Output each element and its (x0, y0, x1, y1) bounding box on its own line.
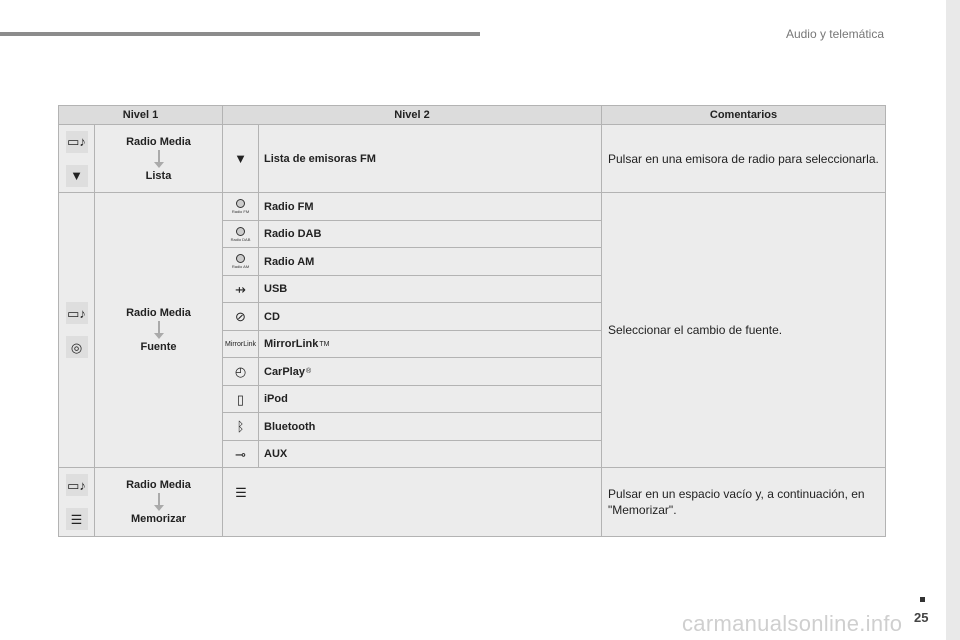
table-row (223, 125, 601, 192)
comment-cell: Seleccionar el cambio de fuente. (608, 323, 783, 337)
radio-dab-icon: Radio DAB (223, 221, 259, 247)
page-number: 25 (914, 610, 929, 625)
level1-sub: Memorizar (130, 513, 187, 525)
level1-icons (59, 125, 95, 192)
level1-cell (95, 193, 223, 467)
row-label: Radio AM (264, 255, 315, 268)
level1-title: Radio Media (126, 135, 191, 148)
header-nivel-1: Nivel 1 (59, 106, 223, 124)
media-note-icon: ▭♪ (66, 302, 88, 324)
ipod-icon: ▯ (223, 386, 259, 412)
radio-am-icon: Radio AM (223, 248, 259, 275)
table-row (223, 331, 601, 358)
mirrorlink-icon: MirrorLink (223, 331, 259, 357)
aux-icon: ⊸ (223, 441, 259, 467)
row-label: AUX (264, 448, 288, 460)
row-label: USB (264, 283, 288, 295)
cd-icon: ⊘ (223, 303, 259, 330)
row-label: MirrorLink TM (264, 338, 330, 350)
down-triangle-icon: ▼ (66, 165, 88, 187)
level1-icons (59, 468, 95, 536)
table-header (59, 106, 885, 125)
group-lista (59, 125, 885, 193)
table-row (223, 358, 601, 386)
header-comentarios: Comentarios (709, 109, 778, 121)
radio-fm-icon: Radio FM (223, 193, 259, 220)
media-note-icon: ▭♪ (66, 131, 88, 153)
down-arrow-icon (154, 493, 164, 511)
source-target-icon: ◎ (66, 336, 88, 358)
page-bullet (920, 597, 925, 602)
trademark-mark: TM (319, 340, 330, 348)
header-nivel-2: Nivel 2 (223, 106, 602, 124)
level1-title: Radio Media (126, 307, 191, 319)
row-label: CD (264, 310, 280, 323)
memorize-list-icon: ☰ (66, 508, 88, 530)
down-arrow-icon (154, 150, 164, 168)
level2-cell (223, 193, 602, 467)
section-title: Audio y telemática (785, 27, 884, 41)
level1-cell (95, 468, 223, 536)
header-rule (0, 32, 480, 36)
row-label: Radio DAB (264, 228, 322, 240)
level1-icons (59, 193, 95, 467)
table-row (223, 468, 601, 535)
level1-cell (95, 125, 223, 192)
comment-cell: Pulsar en un espacio vacío y, a continuación, en "Memorizar". (608, 487, 865, 517)
registered-mark: ® (305, 368, 312, 375)
down-arrow-icon (154, 321, 164, 339)
table-row (223, 248, 601, 276)
carplay-icon: ◴ (223, 358, 259, 385)
comment-cell: Pulsar en una emisora de radio para seleccionarla. (608, 151, 879, 166)
level1-sub: Fuente (140, 341, 177, 353)
level1-sub: Lista (145, 169, 172, 182)
media-note-icon: ▭♪ (66, 474, 88, 496)
table-row (223, 441, 601, 467)
row-label: CarPlay ® (264, 365, 312, 378)
memorize-list-icon: ☰ (235, 485, 247, 500)
watermark: carmanualsonline.info (682, 611, 903, 636)
row-label: Bluetooth (264, 420, 316, 433)
table-row (223, 193, 601, 221)
table-row (223, 413, 601, 441)
menu-table (58, 105, 886, 537)
row-label: iPod (264, 393, 288, 405)
row-label: Radio FM (264, 200, 314, 213)
level2-cell (223, 125, 602, 192)
table-row (223, 221, 601, 248)
page-edge-strip (946, 0, 960, 640)
level1-title: Radio Media (126, 479, 191, 491)
level2-cell (223, 468, 602, 536)
table-row (223, 276, 601, 303)
group-memorizar (59, 468, 885, 536)
group-fuente (59, 193, 885, 468)
table-row (223, 303, 601, 331)
row-label: Lista de emisoras FM (264, 152, 376, 165)
down-triangle-icon: ▼ (223, 125, 259, 192)
bluetooth-icon: ᛒ (223, 413, 259, 440)
usb-icon: ⇸ (223, 276, 259, 302)
table-row (223, 386, 601, 413)
